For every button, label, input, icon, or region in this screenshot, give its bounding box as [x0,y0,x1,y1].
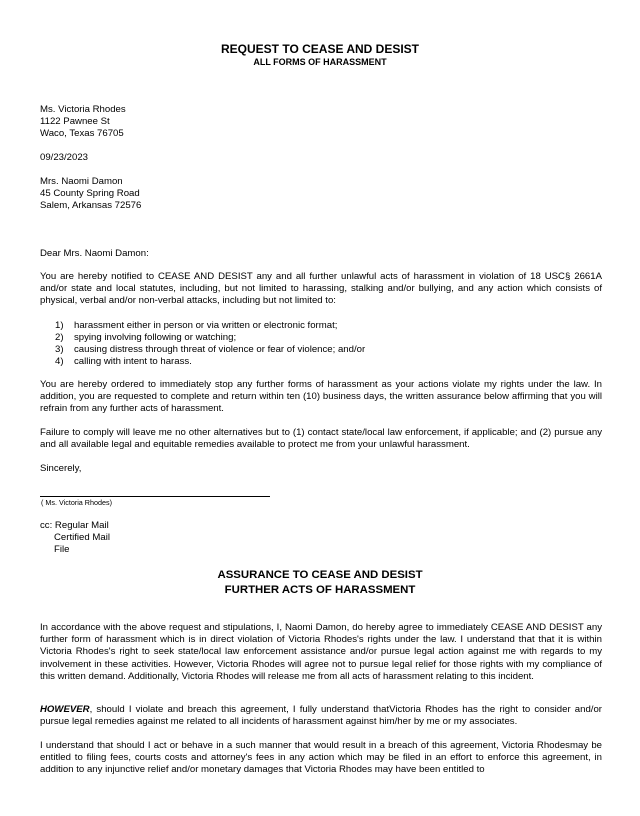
signature-line [40,496,270,497]
assurance-paragraph-2 [40,704,602,728]
sender-block [40,104,126,140]
salutation: Dear Mrs. Naomi Damon: [40,248,149,259]
list-item: 4) calling with intent to harass. [55,356,192,367]
sender-street: 1122 Pawnee St [40,116,110,127]
document-title: REQUEST TO CEASE AND DESIST [220,42,420,56]
list-item: 3) causing distress through threat of violence or fear of violence; and/or [55,344,366,355]
list-item: 1) harassment either in person or via written or electronic format; [55,320,338,331]
assurance-title: ASSURANCE TO CEASE AND DESIST [217,569,423,581]
assurance-paragraph-1: In accordance with the above request and stipulations, I, Naomi Damon, do hereby agree to immediately CEASE AND DESIST any further form of harassment which is in direct violation of Victoria Rhodes's rights under the law. I understand that that it is within Victoria Rhodes's right to seek state/local law enforcement assistance and/or pursue legal action against me with regards to my involvement in these activities. However, Victoria Rhodes will agree not to pursue legal relief for those rights with my compliance of this written demand. Additionally, Victoria Rhodes will release me from all acts of harassment relating to this incident. [40,622,602,682]
list-item: 2) spying involving following or watching; [55,332,237,343]
failure-paragraph: Failure to comply will leave me no other alternatives but to (1) contact state/local law enforcement, if applicable; and (2) pursue any and all available legal and equitable remedies available to protect me from your unlawful harassment. [40,427,602,451]
cc-item: Certified Mail [54,532,110,543]
cc-block [40,520,110,556]
however-emphasis: HOWEVER [40,704,90,715]
sender-name: Ms. Victoria Rhodes [40,104,126,115]
assurance-paragraph-3: I understand that should I act or behave in a such manner that would result in a breach of this agreement, Victoria Rhodesmay be entitled to filing fees, courts costs and attorney's fees in any action which may be filed in an effort to enforce this agreement, in addition to any injunctive relief and/or monetary damages that Victoria Rhodes may have been entitled to [40,740,602,776]
recipient-block [40,176,141,212]
recipient-street: 45 County Spring Road [40,188,140,199]
closing: Sincerely, [40,463,82,474]
recipient-name: Mrs. Naomi Damon [40,176,123,187]
assurance-paragraph-2-text: , should I violate and breach this agreement, I fully understand thatVictoria Rhodes has the right to consider and/or pursue legal remedies against me related to all incidents of harassment against him/her by me or my associates. [40,704,602,728]
sender-city: Waco, Texas 76705 [40,128,124,139]
intro-paragraph: You are hereby notified to CEASE AND DESIST any and all further unlawful acts of harassment in violation of 18 USC§ 2661A and/or state and local statutes, including, but not limited to harassing, stalking and/or bullying, and any action which consists of physical, verbal and/or non-verbal attacks, including but not limited to: [40,271,602,307]
cc-label: cc: Regular Mail [40,520,109,531]
assurance-subtitle: FURTHER ACTS OF HARASSMENT [224,584,416,596]
cc-item: File [54,544,70,555]
violation-list [55,320,365,368]
document-subtitle: ALL FORMS OF HARASSMENT [253,57,387,67]
order-paragraph: You are hereby ordered to immediately stop any further forms of harassment as your actions violate my rights under the law. In addition, you are requested to complete and return within ten (10) business days, the written assurance below affirming that you will refrain from any further acts of harassment. [40,379,602,415]
signature-caption: ( Ms. Victoria Rhodes) [41,498,112,507]
letter-date: 09/23/2023 [40,152,89,163]
recipient-city: Salem, Arkansas 72576 [40,200,142,211]
